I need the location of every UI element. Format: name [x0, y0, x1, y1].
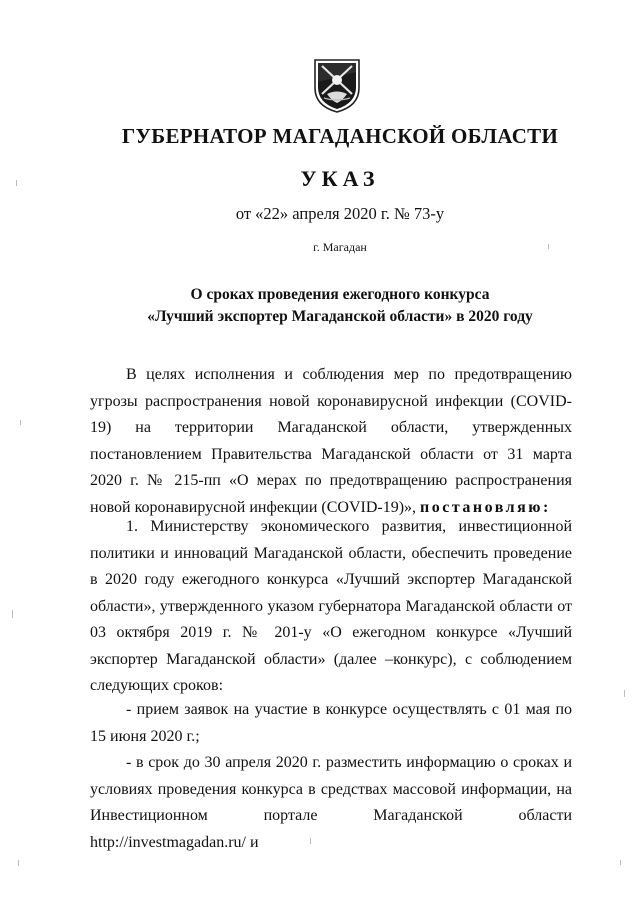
- magadan-coat-of-arms-icon: [312, 58, 362, 114]
- clause-1-item-2: [90, 750, 572, 856]
- governor-title: ГУБЕРНАТОР МАГАДАНСКОЙ ОБЛАСТИ: [121, 124, 559, 148]
- clause-1-item-2-text: - в срок до 30 апреля 2020 г. разместить информацию о сроках и условиях проведения конкурса в средствах массовой информации, на Инвестиционном портале Магаданской области http://investmagadan.ru/ и: [90, 754, 572, 851]
- document-date-number: от «22» апреля 2020 г. № 73-у: [235, 204, 445, 223]
- preamble-text: В целях исполнения и соблюдения мер по предотвращению угрозы распространения новой коронавирусной инфекции (COVID-19) на территории Магаданской области, утвержденных постановлением Правительства Магаданской области от 31 марта 2020 г. № 215-пп «О мерах по предотвращению распространения новой коронавирусной инфекции (COVID-19)»,: [90, 366, 572, 516]
- subject-line-1: О сроках проведения ежегодного конкурса: [190, 286, 490, 303]
- clause-1-item-1-text: - прием заявок на участие в конкурсе осуществлять с 01 мая по 15 июня 2020 г.;: [90, 701, 572, 745]
- document-city: г. Магадан: [313, 240, 367, 254]
- document-type: УКАЗ: [300, 166, 380, 191]
- document-subject: [0, 284, 640, 328]
- clause-1-paragraph: [90, 514, 572, 700]
- decree-word: постановляю:: [420, 498, 551, 516]
- clause-1-text: 1. Министерству экономического развития, инвестиционной политики и инноваций Магаданской области, обеспечить проведение в 2020 году ежегодного конкурса «Лучший экспортер Магаданской области», утвержденного указом губернатора Магаданской области от 03 октября 2019 г. № 201-у «О ежегодном конкурсе «Лучший экспортер Магаданской области» (далее –конкурс), с соблюдением следующих сроков:: [90, 518, 572, 694]
- subject-line-2: «Лучший экспортер Магаданской области» в 2020 году: [147, 308, 533, 325]
- clause-1-item-1: [90, 697, 572, 750]
- preamble-paragraph: [90, 362, 572, 521]
